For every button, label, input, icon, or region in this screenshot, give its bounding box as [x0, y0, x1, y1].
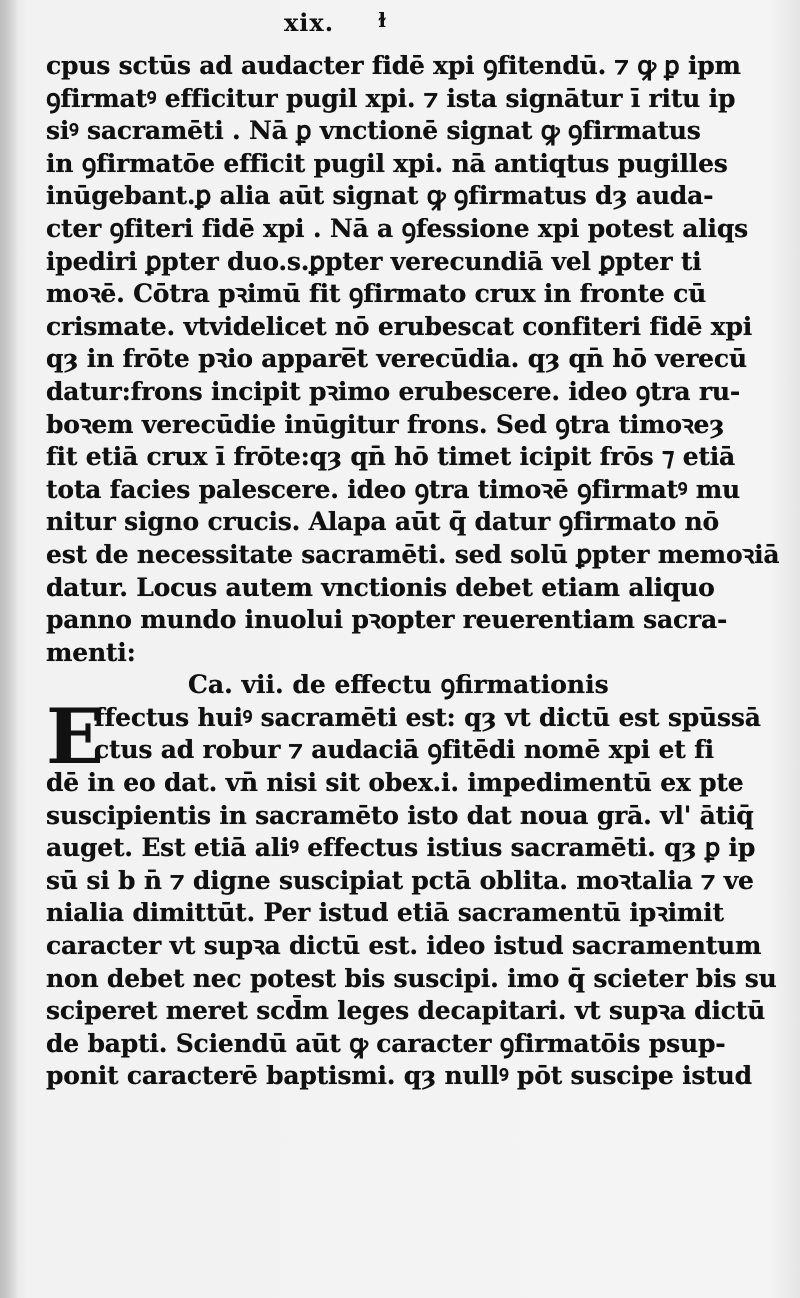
text-line: ꝯfirmatꝰ efficitur pugil xpi. ⁊ ista signātur ī ritu ip — [46, 83, 736, 113]
section-1 — [46, 50, 780, 669]
text-line: caracter vt supꝛa dictū est. ideo istud sacramentum — [46, 931, 762, 961]
text-line: ffectus huiꝰ sacramēti est: qȝ vt dictū est spūssā — [94, 702, 761, 732]
text-line: suscipientis in sacramēto isto dat noua grā. vl' ātiq̄ — [46, 800, 754, 830]
text-line: auget. Est etiā aliꝰ effectus istius sacramēti. qȝ ꝑ ip — [46, 833, 756, 863]
folio-number: xix. — [284, 8, 335, 37]
text-line: sū si b n̄ ⁊ digne suscipiat pctā oblita. moꝛtalia ⁊ ve — [46, 865, 754, 895]
section-2 — [46, 691, 777, 1093]
text-line: de bapti. Sciendū aūt ꝙ caracter ꝯfirmatōis psup- — [46, 1028, 726, 1058]
text-line: cter ꝯfiteri fidē xpi . Nā a ꝯfessione xpi potest aliqs — [46, 213, 749, 243]
text-line: datur. Locus autem vnctionis debet etiam aliquo — [46, 572, 715, 602]
text-line: in ꝯfirmatōe efficit pugil xpi. nā antiqtus pugilles — [46, 148, 728, 178]
text-block — [46, 50, 780, 1093]
text-line: cpus sctūs ad audacter fidē xpi ꝯfitendū. ⁊ ꝙ ꝑ ipm — [46, 51, 741, 80]
text-line: panno mundo inuolui pꝛopter reuerentiam sacra- — [46, 605, 728, 635]
text-line: moꝛē. Cōtra pꝛimū fit ꝯfirmato crux in fronte cū — [46, 279, 707, 309]
text-line: menti: — [46, 637, 136, 667]
page-spine-shadow — [0, 0, 18, 1298]
text-line: dē in eo dat. vn̄ nisi sit obex.i. impedimentū ex pte — [46, 768, 744, 798]
text-line: datur:frons incipit pꝛimo erubescere. ideo ꝯtra ru- — [46, 376, 741, 406]
text-line: ipediri ꝑpter duo.s.ꝑpter verecundiā vel ꝑpter ti — [46, 246, 702, 276]
text-line: boꝛem verecūdie inūgitur frons. Sed ꝯtra timoꝛeȝ — [46, 409, 725, 439]
text-line: sciperet meret scd̄m leges decapitari. vt supꝛa dictū — [46, 996, 766, 1026]
text-line: ponit caracterē baptismi. qȝ nullꝰ pōt suscipe istud — [46, 1061, 752, 1091]
drop-cap: E — [46, 691, 104, 781]
text-line: nitur signo crucis. Alapa aūt q̄ datur ꝯfirmato nō — [46, 507, 719, 537]
text-line: tota facies palescere. ideo ꝯtra timoꝛē ꝯfirmatꝰ mu — [46, 474, 740, 504]
text-line: ctus ad robur ⁊ audaciā ꝯfitēdi nomē xpi et fi — [94, 735, 714, 765]
text-line: inūgebant.ꝑ alia aūt signat ꝙ ꝯfirmatus dȝ auda- — [46, 181, 714, 211]
text-line: fit etiā crux ī frōte:qȝ qn̄ hō timet icipit frōs ⁊ etiā — [46, 442, 736, 472]
text-line: crismate. vtvidelicet nō erubescat confiteri fidē xpi — [46, 311, 753, 341]
text-line: est de necessitate sacramēti. sed solū ꝑpter memoꝛiā — [46, 539, 780, 569]
text-line: qȝ in frōte pꝛio appare̅t verecūdia. qȝ qn̄ hō verecū — [46, 344, 747, 374]
folio-mark: ɫ — [378, 8, 387, 32]
text-line: non debet nec potest bis suscipi. imo q̄ scieter bis su — [46, 963, 777, 993]
text-line: siꝰ sacramēti . Nā ꝑ vnctionē signat ꝙ ꝯfirmatus — [46, 116, 701, 146]
text-line: nialia dimittūt. Per istud etiā sacramentū ipꝛimit — [46, 898, 724, 928]
chapter-heading: Ca. vii. de effectu ꝯfirmationis — [188, 670, 609, 700]
